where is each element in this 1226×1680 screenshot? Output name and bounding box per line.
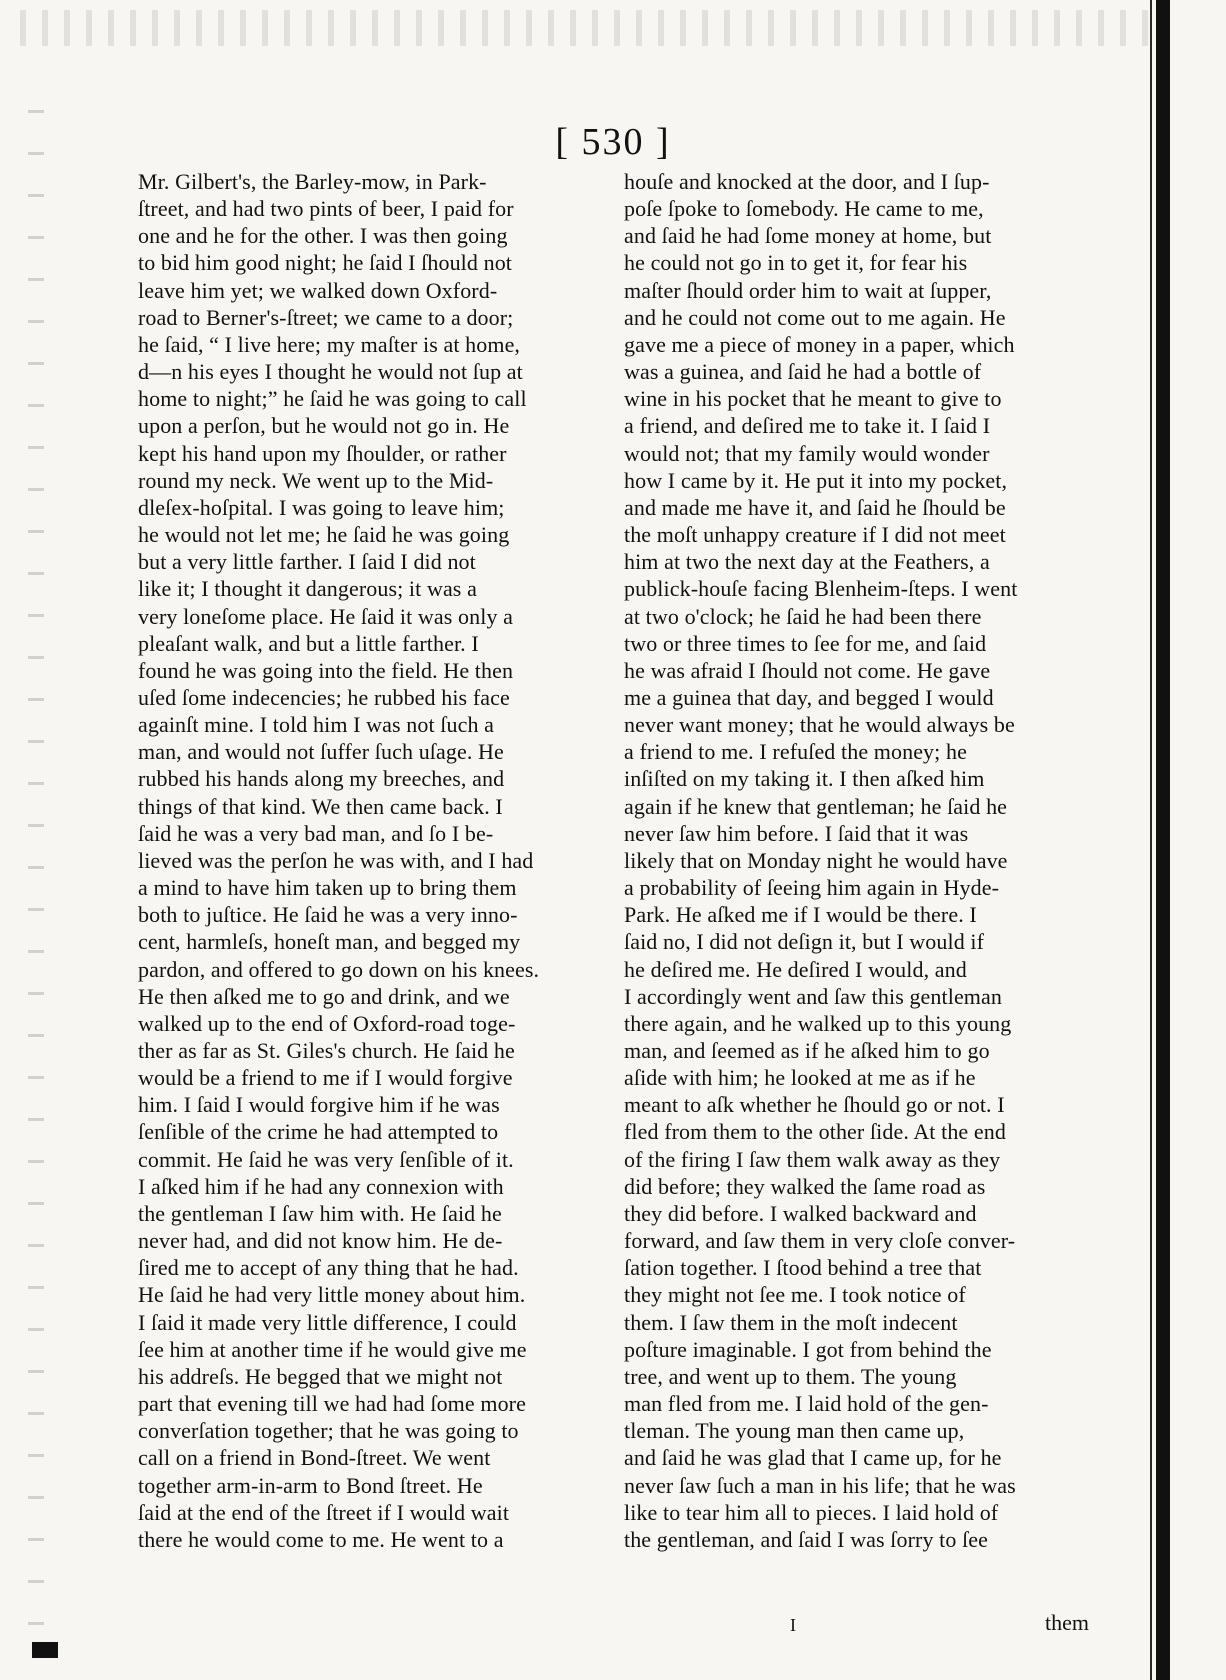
text-line: a probability of ſeeing him again in Hyde- bbox=[624, 875, 1000, 901]
text-line: they might not ſee me. I took notice of bbox=[624, 1282, 966, 1308]
text-line: one and he for the other. I was then going bbox=[138, 223, 508, 249]
text-line: ſaid no, I did not deſign it, but I would if bbox=[624, 929, 985, 955]
text-line: publick-houſe facing Blenheim-ſteps. I went bbox=[624, 576, 1018, 602]
text-line: together arm-in-arm to Bond ſtreet. He bbox=[138, 1472, 483, 1498]
text-line: would not; that my family would wonder bbox=[624, 440, 990, 466]
text-line: was a guinea, and ſaid he had a bottle of bbox=[624, 359, 982, 385]
text-line: there again, and he walked up to this young bbox=[624, 1010, 1012, 1036]
text-line: he was afraid I ſhould not come. He gave bbox=[624, 657, 991, 683]
text-line: never had, and did not know him. He de- bbox=[138, 1228, 503, 1254]
text-line: but a very little farther. I ſaid I did not bbox=[138, 549, 476, 575]
text-line: houſe and knocked at the door, and I ſup- bbox=[624, 169, 990, 194]
signature-mark: I bbox=[790, 1615, 796, 1635]
text-line: ſee him at another time if he would give me bbox=[138, 1336, 527, 1362]
text-line: kept his hand upon my ſhoulder, or rather bbox=[138, 440, 507, 466]
text-line: both to juſtice. He ſaid he was a very inno- bbox=[138, 902, 518, 928]
text-line: did before; they walked the ſame road as bbox=[624, 1173, 986, 1199]
text-line: his addreſs. He begged that we might not bbox=[138, 1363, 503, 1389]
text-line: ſtreet, and had two pints of beer, I paid for bbox=[138, 196, 514, 222]
text-line: two or three times to ſee for me, and ſaid bbox=[624, 630, 987, 656]
text-line: and made me have it, and ſaid he ſhould be bbox=[624, 494, 1006, 520]
text-line: tree, and went up to them. The young bbox=[624, 1363, 957, 1389]
text-line: poſture imaginable. I got from behind the bbox=[624, 1336, 992, 1362]
text-line: road to Berner's-ſtreet; we came to a door; bbox=[138, 304, 514, 330]
text-line: like to tear him all to pieces. I laid hold of bbox=[624, 1499, 999, 1525]
page-number: [ 530 ] bbox=[555, 121, 671, 163]
text-line: fled from them to the other ſide. At the end bbox=[624, 1119, 1006, 1145]
text-line: maſter ſhould order him to wait at ſupper, bbox=[624, 277, 992, 303]
scan-left-marks bbox=[28, 110, 44, 1660]
text-line: part that evening till we had had ſome more bbox=[138, 1391, 526, 1417]
text-line: him at two the next day at the Feathers, a bbox=[624, 549, 990, 575]
text-line: I aſked him if he had any connexion with bbox=[138, 1173, 504, 1199]
text-line: a friend, and deſired me to take it. I ſaid I bbox=[624, 413, 991, 439]
text-line: commit. He ſaid he was very ſenſible of it. bbox=[138, 1146, 514, 1172]
text-line: forward, and ſaw them in very cloſe conver- bbox=[624, 1228, 1016, 1254]
text-line: likely that on Monday night he would have bbox=[624, 847, 1008, 873]
text-line: to bid him good night; he ſaid I ſhould not bbox=[138, 250, 513, 276]
text-line: call on a friend in Bond-ſtreet. We went bbox=[138, 1445, 491, 1471]
scan-right-rule-inner bbox=[1150, 0, 1152, 1680]
text-line: ſenſible of the crime he had attempted to bbox=[138, 1119, 499, 1145]
text-line: gave me a piece of money in a paper, which bbox=[624, 331, 1015, 357]
text-line: at two o'clock; he ſaid he had been there bbox=[624, 603, 982, 629]
text-line: tleman. The young man then came up, bbox=[624, 1418, 965, 1444]
text-line: wine in his pocket that he meant to give to bbox=[624, 386, 1002, 412]
text-line: home to night;” he ſaid he was going to call bbox=[138, 386, 527, 412]
text-line: never want money; that he would always be bbox=[624, 712, 1015, 738]
text-line: d—n his eyes I thought he would not ſup at bbox=[138, 359, 523, 385]
text-line: like it; I thought it dangerous; it was a bbox=[138, 576, 477, 602]
text-line: never ſaw him before. I ſaid that it was bbox=[624, 820, 969, 846]
text-line: upon a perſon, but he would not go in. He bbox=[138, 413, 510, 439]
text-line: pleaſant walk, and but a little farther. I bbox=[138, 630, 479, 656]
text-line: and ſaid he was glad that I came up, for he bbox=[624, 1445, 1002, 1471]
text-line: man fled from me. I laid hold of the gen- bbox=[624, 1391, 989, 1417]
catchword: them bbox=[1045, 1610, 1089, 1635]
text-line: Park. He aſked me if I would be there. I bbox=[624, 902, 977, 928]
text-line: found he was going into the field. He then bbox=[138, 657, 514, 683]
text-line: never ſaw ſuch a man in his life; that he was bbox=[624, 1472, 1016, 1498]
text-line: I ſaid it made very little difference, I could bbox=[138, 1309, 517, 1335]
text-line: uſed ſome indecencies; he rubbed his face bbox=[138, 684, 510, 710]
text-line: ther as far as St. Giles's church. He ſaid he bbox=[138, 1038, 515, 1063]
text-line: how I came by it. He put it into my pocket, bbox=[624, 467, 1008, 493]
text-line: He then aſked me to go and drink, and we bbox=[138, 983, 510, 1009]
scan-right-rule bbox=[1156, 0, 1170, 1680]
text-line: dleſex-hoſpital. I was going to leave him; bbox=[138, 494, 505, 520]
text-line: he deſired me. He deſired I would, and bbox=[624, 956, 967, 982]
text-line: againſt mine. I told him I was not ſuch a bbox=[138, 712, 495, 738]
text-line: and he could not come out to me again. He bbox=[624, 304, 1006, 330]
text-line: walked up to the end of Oxford-road toge- bbox=[138, 1010, 516, 1036]
text-line: ſaid at the end of the ſtreet if I would wait bbox=[138, 1499, 510, 1525]
scan-top-noise bbox=[20, 10, 1160, 46]
text-line: lieved was the perſon he was with, and I had bbox=[138, 847, 534, 873]
text-line: pardon, and offered to go down on his knees. bbox=[138, 956, 540, 982]
text-line: converſation together; that he was going to bbox=[138, 1418, 519, 1444]
text-line: the gentleman I ſaw him with. He ſaid he bbox=[138, 1200, 502, 1226]
right-text-column bbox=[624, 168, 1092, 1553]
text-line: man, and would not ſuffer ſuch uſage. He bbox=[138, 739, 504, 765]
scan-corner-mark bbox=[32, 1642, 58, 1658]
left-text-column bbox=[138, 168, 606, 1553]
text-line: and ſaid he had ſome money at home, but bbox=[624, 223, 992, 249]
text-line: the gentleman, and ſaid I was ſorry to ſee bbox=[624, 1526, 989, 1552]
text-line: round my neck. We went up to the Mid- bbox=[138, 467, 494, 493]
text-line: he ſaid, “ I live here; my maſter is at home, bbox=[138, 331, 521, 357]
text-line: I accordingly went and ſaw this gentleman bbox=[624, 983, 1002, 1009]
text-line: there he would come to me. He went to a bbox=[138, 1526, 504, 1552]
text-line: meant to aſk whether he ſhould go or not. I bbox=[624, 1092, 1005, 1118]
text-line: very loneſome place. He ſaid it was only a bbox=[138, 603, 514, 629]
text-line: He ſaid he had very little money about him. bbox=[138, 1282, 526, 1308]
text-line: again if he knew that gentleman; he ſaid he bbox=[624, 793, 1008, 819]
text-line: the moſt unhappy creature if I did not meet bbox=[624, 522, 1006, 548]
text-line: poſe ſpoke to ſomebody. He came to me, bbox=[624, 196, 984, 222]
text-line: a friend to me. I refuſed the money; he bbox=[624, 739, 967, 765]
text-line: ſaid he was a very bad man, and ſo I be- bbox=[138, 820, 494, 846]
text-line: would be a friend to me if I would forgive bbox=[138, 1065, 513, 1091]
text-line: things of that kind. We then came back. I bbox=[138, 793, 503, 819]
text-line: man, and ſeemed as if he aſked him to go bbox=[624, 1038, 990, 1063]
text-line: he could not go in to get it, for fear his bbox=[624, 250, 968, 276]
text-line: ſired me to accept of any thing that he had. bbox=[138, 1255, 519, 1281]
text-line: ſation together. I ſtood behind a tree that bbox=[624, 1255, 982, 1281]
text-line: of the firing I ſaw them walk away as they bbox=[624, 1146, 1001, 1172]
text-line: him. I ſaid I would forgive him if he was bbox=[138, 1092, 500, 1118]
text-line: cent, harmleſs, honeſt man, and begged my bbox=[138, 929, 521, 955]
text-line: a mind to have him taken up to bring them bbox=[138, 875, 517, 901]
text-line: Mr. Gilbert's, the Barley-mow, in Park- bbox=[138, 169, 487, 194]
text-line: rubbed his hands along my breeches, and bbox=[138, 766, 505, 792]
text-line: leave him yet; we walked down Oxford- bbox=[138, 277, 498, 303]
text-line: he would not let me; he ſaid he was going bbox=[138, 522, 510, 548]
text-line: they did before. I walked backward and bbox=[624, 1200, 977, 1226]
text-line: aſide with him; he looked at me as if he bbox=[624, 1065, 976, 1091]
text-line: them. I ſaw them in the moſt indecent bbox=[624, 1309, 958, 1335]
text-line: me a guinea that day, and begged I would bbox=[624, 684, 994, 710]
text-line: inſiſted on my taking it. I then aſked him bbox=[624, 766, 985, 792]
